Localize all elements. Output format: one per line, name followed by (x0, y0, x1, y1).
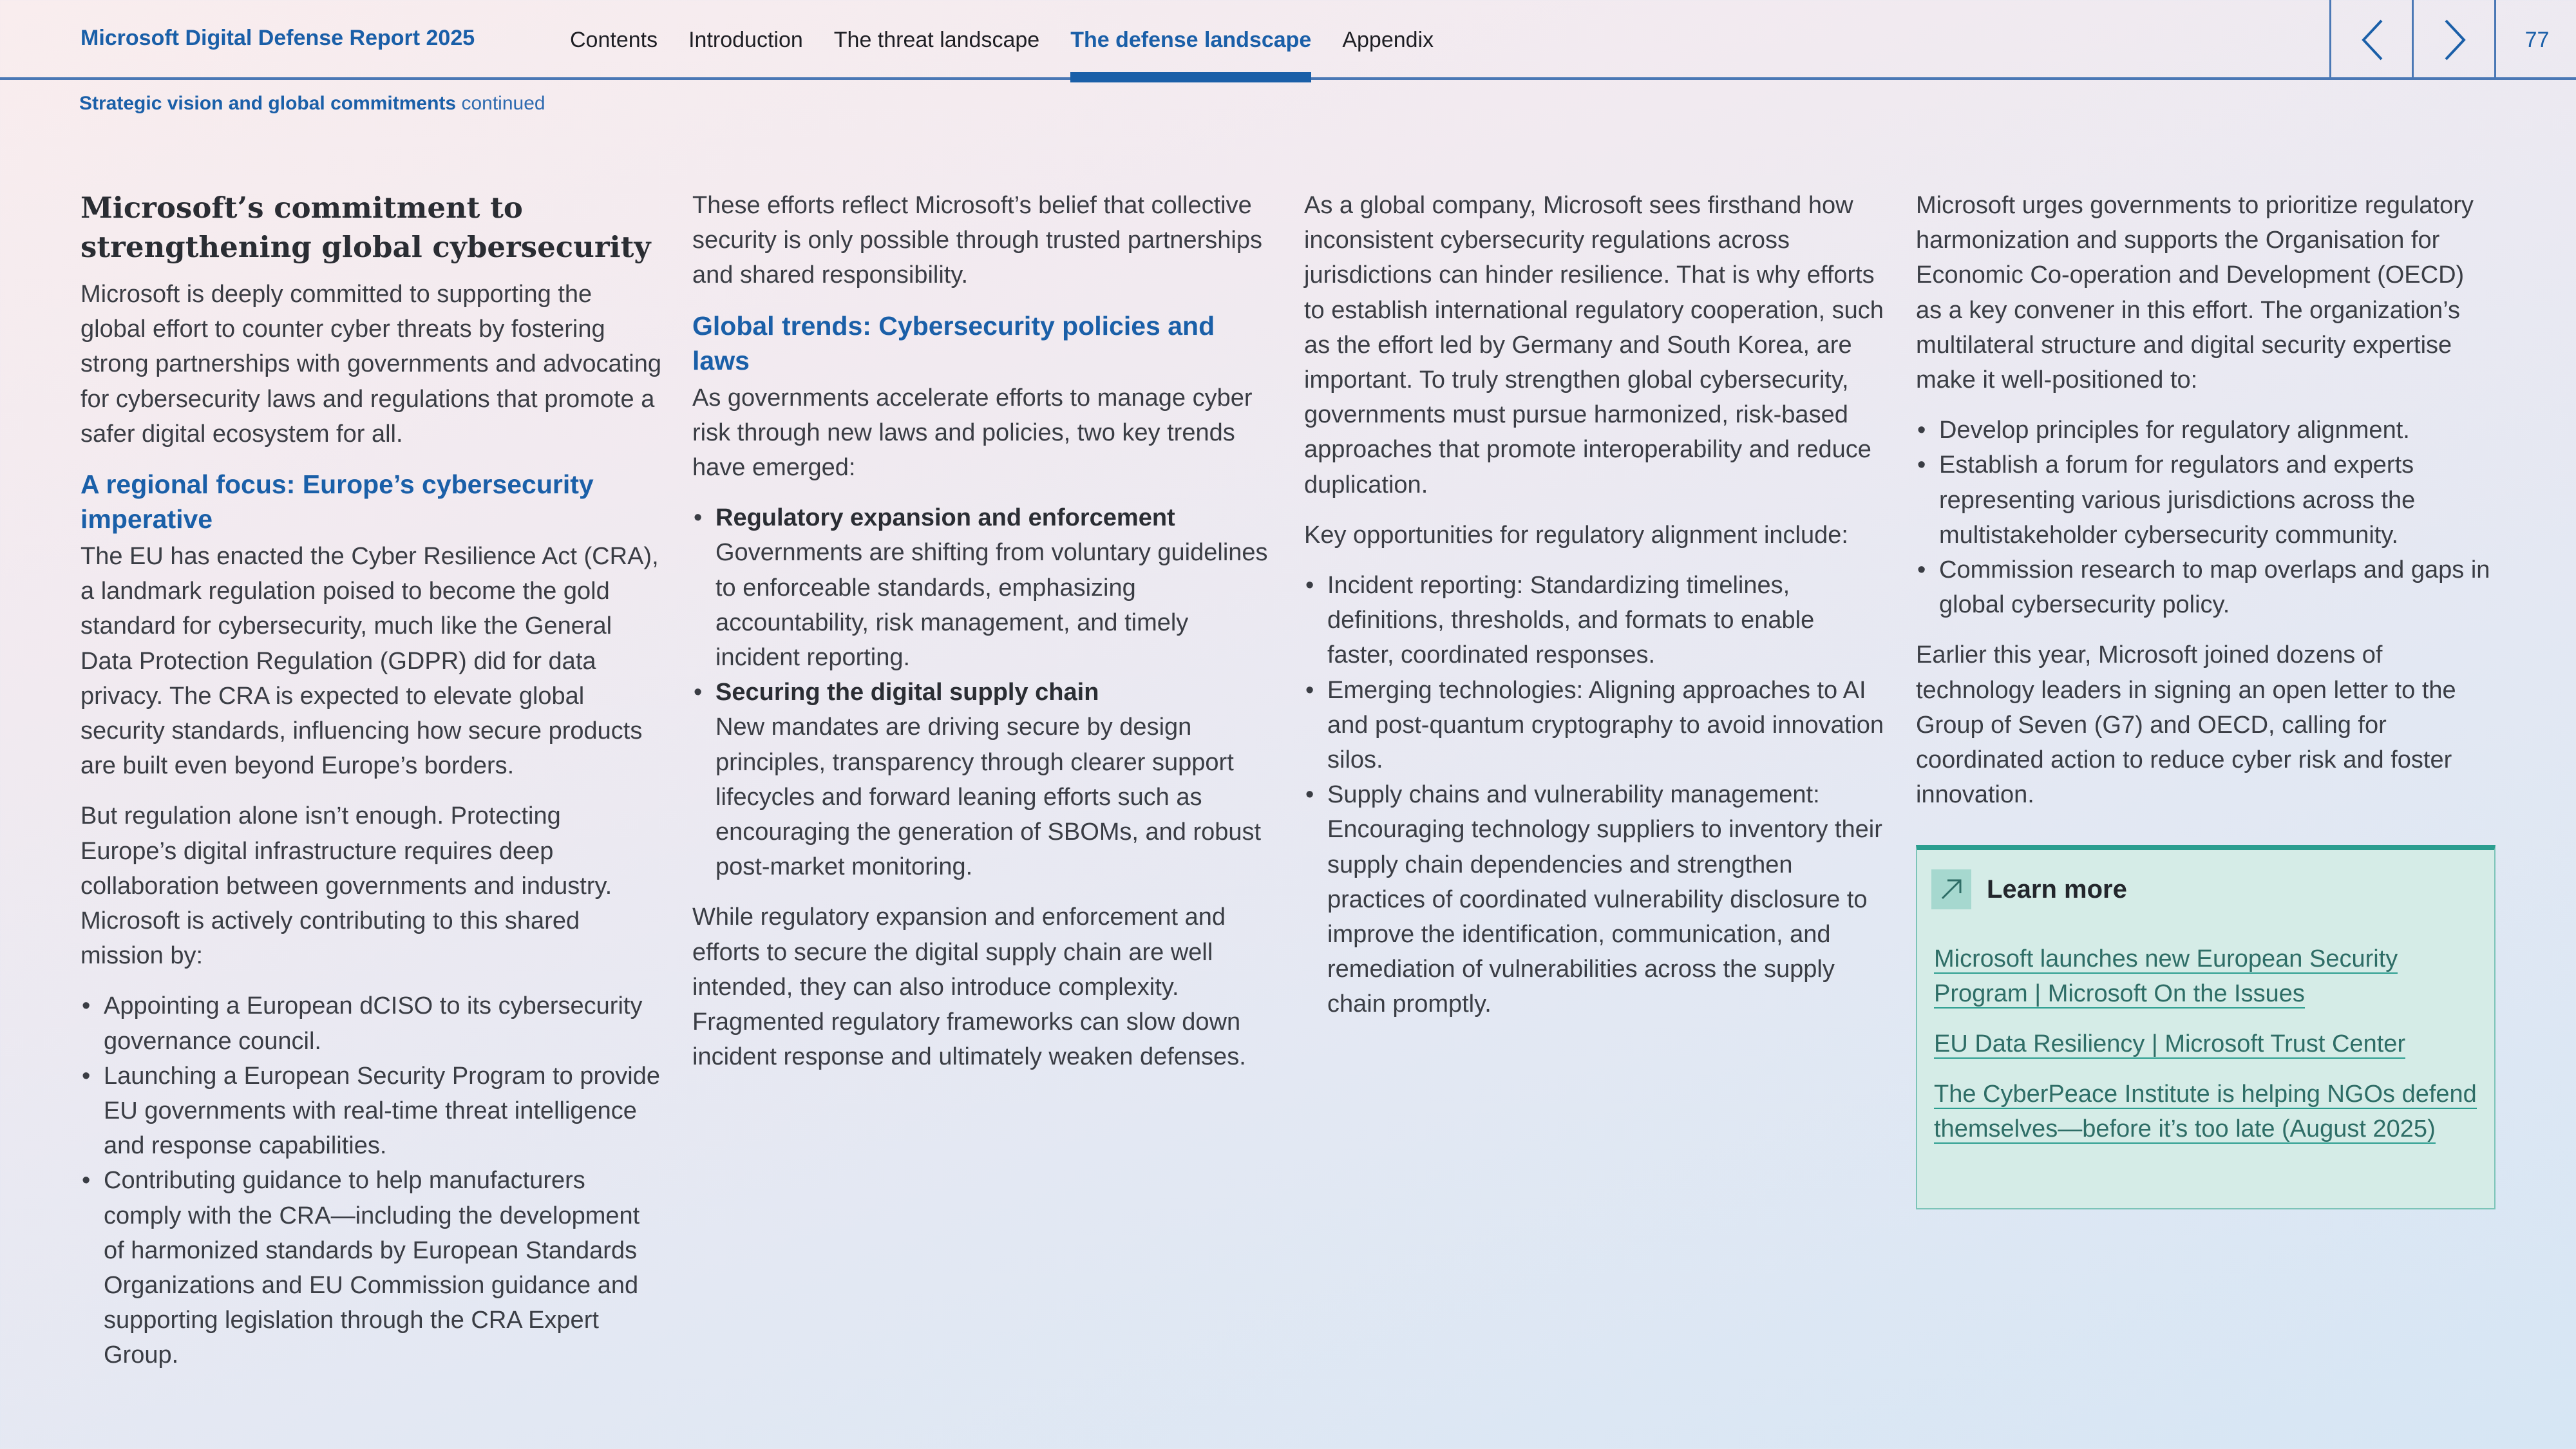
europe-subheading: A regional focus: Europe’s cybersecurity imperative (80, 469, 594, 535)
link-text[interactable]: EU Data Resiliency | Microsoft Trust Center (1934, 1030, 2406, 1057)
trend-text: New mandates are driving secure by design principles, transparency through clearer support lifecycles and forward leaning efforts such as encouraging the generation of SBOMs, and robust post-market monitoring. (715, 714, 1262, 881)
report-title[interactable]: Microsoft Digital Defense Report 2025 (80, 26, 475, 50)
complexity-paragraph: While regulatory expansion and enforcement and efforts to secure the digital supply chain are well intended, they can also introduce complexity. Fragmented regulatory frameworks can slow down incident response and ultimately weaken defenses. (692, 904, 1246, 1071)
opportunities-intro: Key opportunities for regulatory alignment include: (1304, 521, 1848, 549)
list-item: • Commission research to map overlaps and gaps in global cybersecurity policy. (1916, 553, 2496, 622)
link-cyberpeace-institute[interactable] (1934, 1077, 2481, 1146)
tab-appendix[interactable]: Appendix (1342, 28, 1434, 52)
section-nav (570, 0, 1464, 80)
trends-list (692, 500, 1275, 884)
column-2 (692, 188, 1275, 1090)
cra-paragraph: The EU has enacted the Cyber Resilience Act (CRA), a landmark regulation poised to become the gold standard for cybersecurity, much like the General Data Protection Regulation (GDPR) did for data privacy. The CRA is expected to elevate global security standards, influencing how secure products are built even beyond Europe’s borders. (80, 543, 659, 780)
page-number: 77 (2494, 0, 2576, 77)
partnership-paragraph: These efforts reflect Microsoft’s belief that collective security is only possible through trusted partnerships and shared responsibility. (692, 192, 1263, 289)
learn-more-header (1931, 869, 2127, 909)
list-item: • Appointing a European dCISO to its cybersecurity governance council. (80, 989, 663, 1058)
column-3 (1304, 188, 1887, 1037)
list-item: • Develop principles for regulatory alignment. (1916, 413, 2496, 448)
list-item (692, 500, 1275, 675)
list-item: • Contributing guidance to help manufacturers comply with the CRA—including the development of harmonized standards by European Standards Organizations and EU Commission guidance and supporting legislation through the CRA Expert Group. (80, 1163, 663, 1372)
contribution-list (80, 989, 663, 1372)
oecd-list (1916, 413, 2496, 622)
arrow-up-right-icon (1931, 869, 1971, 909)
learn-more-title: Learn more (1987, 875, 2127, 904)
learn-more-links (1934, 942, 2481, 1162)
tab-threat-landscape[interactable]: The threat landscape (833, 28, 1040, 52)
tab-contents[interactable]: Contents (570, 28, 658, 52)
list-item: • Establish a forum for regulators and experts representing various jurisdictions across the multistakeholder cybersecurity community. (1916, 448, 2496, 553)
trends-intro-paragraph: As governments accelerate efforts to manage cyber risk through new laws and policies, two key trends have emerged: (692, 384, 1253, 482)
trend-title: • Regulatory expansion and enforcement (715, 504, 1175, 532)
chevron-right-icon (2442, 19, 2468, 61)
column-4 (1916, 188, 2496, 828)
next-page-button[interactable] (2412, 0, 2496, 77)
list-item: • Incident reporting: Standardizing timelines, definitions, thresholds, and formats to enable faster, coordinated responses. (1304, 568, 1887, 673)
link-text[interactable]: The CyberPeace Institute is helping NGOs defend themselves—before it’s too late (August 2025) (1934, 1081, 2477, 1142)
global-trends-subheading: Global trends: Cybersecurity policies and laws (692, 310, 1215, 375)
list-item: • Emerging technologies: Aligning approaches to AI and post-quantum cryptography to avoid innovation silos. (1304, 673, 1887, 778)
collaboration-paragraph: But regulation alone isn’t enough. Protecting Europe’s digital infrastructure requires deep collaboration between governments and industry. Microsoft is actively contributing to this shared mission by: (80, 802, 612, 970)
learn-more-box (1916, 845, 2496, 1209)
trend-text: Governments are shifting from voluntary guidelines to enforceable standards, emphasizing accountability, risk management, and timely incident reporting. (715, 539, 1268, 672)
breadcrumb (79, 93, 545, 115)
column-1 (80, 188, 663, 1388)
list-item (692, 675, 1275, 884)
global-company-paragraph: As a global company, Microsoft sees firsthand how inconsistent cybersecurity regulations across jurisdictions can hinder resilience. That is why efforts to establish international regulatory cooperation, such as the effort led by Germany and South Korea, are important. To truly strengthen global cybersecurity, governments must pursue harmonized, risk-based approaches that promote interoperability and reduce duplication. (1304, 192, 1884, 498)
trend-title: • Securing the digital supply chain (715, 679, 1099, 706)
oecd-paragraph: Microsoft urges governments to prioritize regulatory harmonization and supports the Organisation for Economic Co-operation and Development (OECD) as a key convener in this effort. The organization’s multilateral structure and digital security expertise make it well-positioned to: (1916, 192, 2474, 394)
top-navigation-bar (0, 0, 2576, 80)
open-letter-paragraph: Earlier this year, Microsoft joined dozens of technology leaders in signing an open letter to the Group of Seven (G7) and OECD, calling for coordinated action to reduce cyber risk and foster innovation. (1916, 641, 2456, 809)
link-european-security-program[interactable] (1934, 942, 2481, 1011)
list-item: • Supply chains and vulnerability management: Encouraging technology suppliers to inventory their supply chain dependencies and strengthen practices of coordinated vulnerability disclosure to improve the identification, communication, and remediation of vulnerabilities across the supply chain promptly. (1304, 777, 1887, 1021)
breadcrumb-section: Strategic vision and global commitments (79, 93, 457, 114)
chevron-left-icon (2360, 19, 2385, 61)
intro-paragraph: Microsoft is deeply committed to supporting the global effort to counter cyber threats by fostering strong partnerships with governments and advocating for cybersecurity laws and regulations that promote a safer digital ecosystem for all. (80, 281, 661, 448)
link-eu-data-resiliency[interactable] (1934, 1027, 2481, 1061)
link-text[interactable]: Microsoft launches new European Security Program | Microsoft On the Issues (1934, 945, 2398, 1007)
previous-page-button[interactable] (2329, 0, 2414, 77)
tab-introduction[interactable]: Introduction (688, 28, 803, 52)
opportunities-list (1304, 568, 1887, 1022)
tab-defense-landscape[interactable]: The defense landscape (1070, 0, 1311, 80)
article-heading: Microsoft’s commitment to strengthening global cybersecurity (80, 191, 651, 264)
breadcrumb-suffix: continued (461, 93, 545, 114)
list-item: • Launching a European Security Program to provide EU governments with real-time threat intelligence and response capabilities. (80, 1059, 663, 1164)
